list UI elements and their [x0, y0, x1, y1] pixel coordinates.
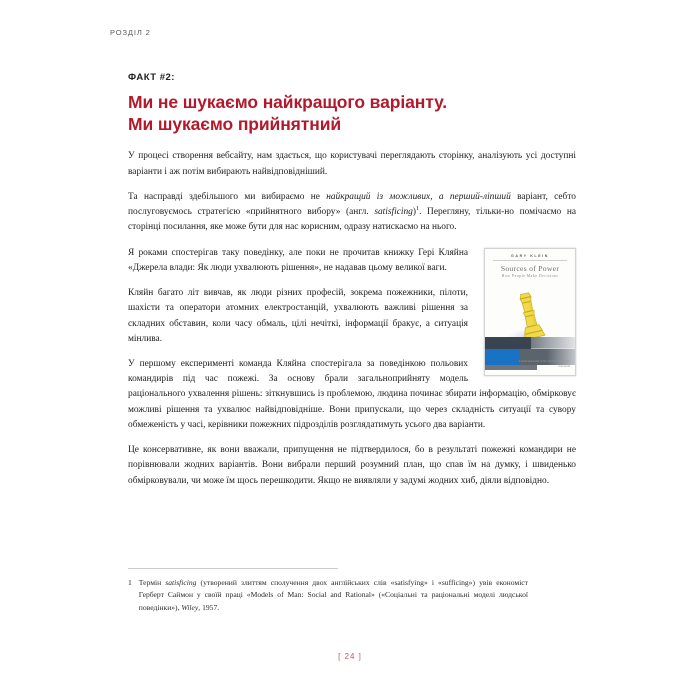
book-cover-subtitle: How People Make Decisions [501, 273, 559, 278]
page-title [128, 91, 576, 135]
book-cover-rule [493, 260, 567, 261]
footnote [128, 577, 528, 614]
paragraph-2-text-c: ) [412, 207, 416, 218]
page-title-line-1: Ми не шукаємо найкращого варіанту. [128, 92, 447, 112]
paragraph-2-text-d: . Перегляну, тільки-но помічаємо на сторінці посилання, яке може бути для нас корисним, одразу натискаємо на нього. [128, 207, 576, 233]
footnote-separator [128, 568, 338, 569]
footnote-publisher: Wiley [181, 602, 199, 612]
fact-kicker: ФАКТ #2: [128, 72, 175, 83]
footnote-text-a: Термін [138, 578, 166, 587]
paragraph-2-emphasis-1: найкращий із можливих, а перший-ліпший [326, 191, 511, 202]
book-cover-image [484, 248, 576, 376]
paragraph-4-text: Кляйн багато літ вивчав, як люди різних професій, зокрема пожежники, пілоти, шахісти та оператори атомних електростанцій, ухвалюють важливі рішення за складних обставин, коли часу обмаль, цілі нечіткі, інформації бракує, а ситуація мінлива. [128, 288, 468, 344]
footnote-body [139, 577, 528, 614]
paragraph-1 [128, 149, 576, 179]
book-cover-author: GARY KLEIN [511, 253, 549, 258]
footnote-text-b: (утворений злиттям сполучення двох англійських слів «satisfying» і «sufficing») увів економіст Герберт Саймон у своїй праці «Models of Man: Social and Rational» («Соціальні та раціональні моделі людської поведінки»), [138, 578, 528, 612]
footnote-section [128, 568, 528, 614]
footnote-text-c: , 1957. [198, 602, 220, 612]
paragraph-3-text: Я роками спостерігав таку поведінку, але поки не прочитав книжку Гері Кляйна «Джерела влади: Як люди ухвалюють рішення», не надавав цьому великої ваги. [128, 247, 468, 273]
paragraph-5-text: У першому експерименті команда Кляйна спостерігала за поведінкою польових командирів під час пожежі. За основу брали загальноприйняту модель раціонального ухвалення рішень: зіткнувшись із проблемою, людина починає збирати інформацію, обмірковує можливі рішення та ухвалює найвідповідніше. Вони припускали, що через складність ситуації та сувору обмеженість у часі, керівники пожежних підрозділів розглядатимуть усього два варіанти. [128, 359, 576, 430]
page-content [128, 72, 576, 489]
running-head: РОЗДІЛ 2 [110, 28, 151, 37]
paragraph-2-emphasis-2: satisficing [374, 207, 413, 218]
footnote-number: 1 [128, 578, 132, 587]
cover-band-dark [485, 337, 531, 349]
page-title-line-2: Ми шукаємо прийнятний [128, 114, 342, 135]
book-cover-title: Sources of Power [500, 263, 560, 273]
paragraph-2 [128, 190, 576, 236]
paragraph-6 [128, 443, 576, 489]
footnote-term: satisficing [165, 578, 197, 587]
paragraph-2-text-b: варіант, себто послуговуємось стратегією «прийнятного вибору» (англ. [128, 191, 576, 218]
footnote-marker[interactable]: 1 [416, 205, 420, 213]
page-number: [ 24 ] [338, 652, 362, 661]
paragraph-6-text: Це консервативне, як вони вважали, припущення не підтвердилося, бо в результаті пожежні командири не порівнювали жодних варіантів. Вони вибрали перший розумний план, що спав їм на думку, і швиденько обмірковували, чи може їм щось перешкодити. Якщо не виявляли у задумі жодних хиб, діяли відповідно. [128, 445, 576, 486]
paragraph-1-text: У процесі створення вебсайту, нам здається, що користувачі переглядають сторінку, аналізують усі доступні варіанти і аж потім вибирають найвідповідніший. [128, 151, 576, 177]
book-cover-blurb: A landmark study of the mind at work in the real world [518, 360, 570, 369]
paragraph-2-text-a: Та насправді здебільшого ми вибираємо не [128, 191, 327, 202]
